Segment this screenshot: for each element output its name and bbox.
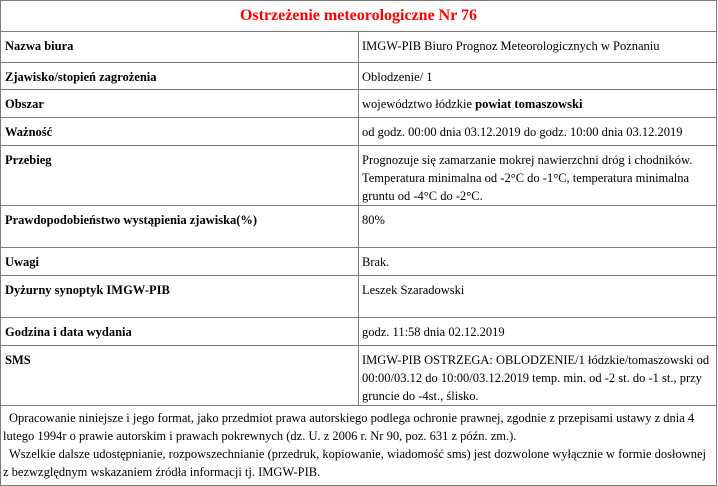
table-row bbox=[1, 318, 717, 346]
table-row bbox=[1, 90, 717, 118]
table-row bbox=[1, 146, 717, 206]
row-label-remarks: Uwagi bbox=[1, 248, 359, 276]
redistribution-paragraph: Wszelkie dalsze udostępnianie, rozpowszechnianie (przedruk, kopiowanie, wiadomość sms) jest dozwolone wyłącznie w formie dosłownej z bezwzględnym wskazaniem źródła informacji tj. IMGW-PIB. bbox=[3, 447, 707, 479]
row-label-course: Przebieg bbox=[1, 146, 359, 206]
row-value-probability: 80% bbox=[359, 206, 717, 248]
copyright-notice bbox=[1, 406, 717, 486]
row-value-course: Prognozuje się zamarzanie mokrej nawierzchni dróg i chodników. Temperatura minimalna od -2°C do -1°C, temperatura minimalna gruntu od -4°C do -2°C. bbox=[359, 146, 717, 206]
row-value-office: IMGW-PIB Biuro Prognoz Meteorologicznych w Poznaniu bbox=[359, 32, 717, 63]
row-value-forecaster: Leszek Szaradowski bbox=[359, 276, 717, 318]
row-label-office: Nazwa biura bbox=[1, 32, 359, 63]
row-value-area bbox=[359, 90, 717, 118]
row-label-sms: SMS bbox=[1, 346, 359, 406]
row-value-issued: godz. 11:58 dnia 02.12.2019 bbox=[359, 318, 717, 346]
table-row bbox=[1, 32, 717, 63]
row-label-issued: Godzina i data wydania bbox=[1, 318, 359, 346]
table-row bbox=[1, 248, 717, 276]
row-value-validity: od godz. 00:00 dnia 03.12.2019 do godz. 10:00 dnia 03.12.2019 bbox=[359, 118, 717, 146]
copyright-paragraph: Opracowanie niniejsze i jego format, jako przedmiot prawa autorskiego podlega ochronie prawnej, zgodnie z przepisami ustawy z dnia 4 lutego 1994r o prawie autorskim i prawach pokrewnych (dz. U. z 2006 r. Nr 90, poz. 631 z późn. zm.). bbox=[3, 411, 695, 443]
table-row bbox=[1, 276, 717, 318]
table-row bbox=[1, 346, 717, 406]
footer-row bbox=[1, 406, 717, 486]
table-row bbox=[1, 63, 717, 90]
row-value-phenomenon: Oblodzenie/ 1 bbox=[359, 63, 717, 90]
row-label-area: Obszar bbox=[1, 90, 359, 118]
row-label-validity: Ważność bbox=[1, 118, 359, 146]
table-row bbox=[1, 118, 717, 146]
row-label-forecaster: Dyżurny synoptyk IMGW-PIB bbox=[1, 276, 359, 318]
area-county: powiat tomaszowski bbox=[475, 97, 583, 111]
area-region: województwo łódzkie bbox=[362, 97, 476, 111]
warning-title: Ostrzeżenie meteorologiczne Nr 76 bbox=[1, 1, 717, 32]
table-row bbox=[1, 206, 717, 248]
row-label-probability: Prawdopodobieństwo wystąpienia zjawiska(%) bbox=[1, 206, 359, 248]
row-value-remarks: Brak. bbox=[359, 248, 717, 276]
row-value-sms: IMGW-PIB OSTRZEGA: OBLODZENIE/1 łódzkie/tomaszowski od 00:00/03.12 do 10:00/03.12.2019 temp. min. od -2 st. do -1 st., przy gruncie do -4st., ślisko. bbox=[359, 346, 717, 406]
row-label-phenomenon: Zjawisko/stopień zagrożenia bbox=[1, 63, 359, 90]
